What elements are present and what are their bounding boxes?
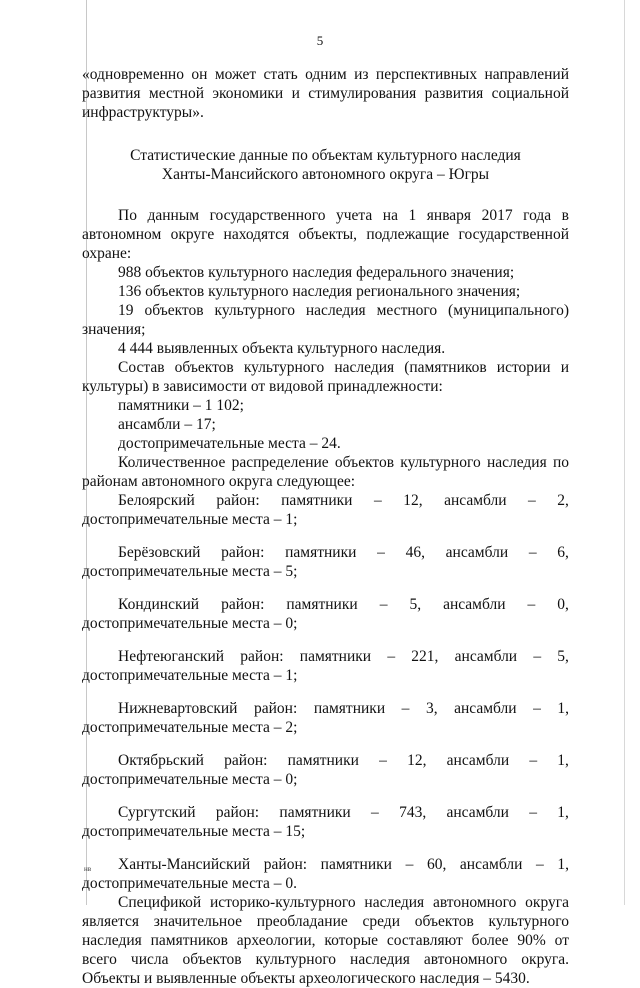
- district-sights: достопримечательные места – 0;: [82, 615, 298, 632]
- district-name: Берёзовский: [118, 544, 201, 561]
- district-label: район:: [224, 752, 268, 769]
- district-sights: достопримечательные места – 1;: [82, 511, 298, 528]
- district-row: [82, 647, 569, 666]
- count-regional: 136 объектов культурного наследия регионального значения;: [118, 283, 521, 300]
- district-row: [82, 855, 569, 874]
- district-label: район:: [221, 544, 265, 561]
- monuments-count: 5,: [409, 596, 422, 613]
- document-body: [82, 65, 569, 988]
- monuments-label: памятники: [286, 596, 358, 613]
- ensembles-count: 1,: [557, 700, 569, 717]
- ensembles-label: ансамбли: [443, 596, 506, 613]
- scan-edge-line-right: [624, 0, 625, 905]
- footer-mark: нв: [84, 865, 92, 873]
- monuments-count: 12,: [403, 492, 423, 509]
- ensembles-label: ансамбли: [459, 856, 523, 873]
- district-name: Октябрьский: [118, 752, 204, 769]
- district-name: Нефтеюганский: [118, 648, 225, 665]
- district-name: Белоярский: [118, 492, 195, 509]
- composition-ensembles: ансамбли – 17;: [118, 416, 216, 433]
- district-row: [82, 491, 569, 510]
- monuments-label: памятники: [281, 492, 353, 509]
- section-heading: [82, 146, 569, 184]
- dash: –: [405, 856, 414, 873]
- dash: –: [533, 700, 541, 717]
- dash: –: [529, 804, 537, 821]
- monuments-label: памятники: [279, 804, 351, 821]
- district-sights: достопримечательные места – 2;: [82, 719, 298, 736]
- district-name: Кондинский: [118, 596, 200, 613]
- ensembles-count: 6,: [557, 544, 569, 561]
- district-label: район:: [263, 856, 308, 873]
- district-sights: достопримечательные места – 0.: [82, 875, 297, 892]
- section-heading-line-1: Статистические данные по объектам культурного наследия: [130, 147, 521, 164]
- district-sights: достопримечательные места – 5;: [82, 563, 298, 580]
- district-name: Сургутский: [118, 804, 196, 821]
- dash: –: [387, 648, 396, 665]
- dash: –: [371, 804, 379, 821]
- district-row: [82, 699, 569, 718]
- monuments-count: 221,: [411, 648, 439, 665]
- monuments-count: 46,: [405, 544, 425, 561]
- dash: –: [536, 856, 544, 873]
- dash: –: [529, 752, 538, 769]
- register-paragraph: По данным государственного учета на 1 января 2017 года в автономном округе находятся объекты, подлежащие государственной охране:: [82, 207, 569, 262]
- ensembles-label: ансамбли: [444, 492, 507, 509]
- composition-sights: достопримечательные места – 24.: [118, 435, 341, 452]
- monuments-label: памятники: [313, 700, 386, 717]
- section-heading-line-2: Ханты-Мансийского автономного округа – Югры: [161, 166, 490, 183]
- district-name: Ханты-Мансийский: [118, 856, 251, 873]
- intro-paragraph: «одновременно он может стать одним из перспективных направлений развития местной экономики и стимулирования развития социальной инфраструктуры».: [82, 66, 569, 121]
- district-row: [82, 751, 569, 770]
- count-federal: 988 объектов культурного наследия федерального значения;: [118, 264, 515, 281]
- district-label: район:: [240, 648, 284, 665]
- count-identified: 4 444 выявленных объекта культурного наследия.: [118, 340, 446, 357]
- ensembles-label: ансамбли: [445, 544, 509, 561]
- dash: –: [401, 700, 410, 717]
- district-label: район:: [221, 596, 265, 613]
- ensembles-label: ансамбли: [454, 648, 518, 665]
- dash: –: [379, 752, 387, 769]
- ensembles-count: 1,: [557, 752, 569, 769]
- monuments-count: 12,: [407, 752, 427, 769]
- monuments-label: памятники: [285, 544, 357, 561]
- ensembles-count: 2,: [557, 492, 569, 509]
- dash: –: [533, 648, 542, 665]
- district-list: [82, 491, 569, 893]
- monuments-label: памятники: [287, 752, 359, 769]
- ensembles-count: 1,: [557, 804, 569, 821]
- district-label: район:: [216, 492, 260, 509]
- count-local: 19 объектов культурного наследия местного (муниципального) значения;: [82, 302, 569, 338]
- monuments-label: памятники: [299, 648, 372, 665]
- composition-paragraph: Состав объектов культурного наследия (памятников истории и культуры) в зависимости от видовой принадлежности:: [82, 359, 569, 395]
- dash: –: [377, 544, 385, 561]
- district-sights: достопримечательные места – 1;: [82, 667, 298, 684]
- distribution-paragraph: Количественное распределение объектов культурного наследия по районам автономного округа следующее:: [82, 454, 569, 490]
- specificity-paragraph: Спецификой историко-культурного наследия автономного округа является значительное преобладание среди объектов культурного наследия памятников археологии, которые составляют более 90% от всего числа объектов культурного наследия автономного округа. Объекты и выявленные объекты археологического наследия – 5430.: [82, 894, 569, 987]
- composition-monuments: памятники – 1 102;: [118, 397, 244, 414]
- district-label: район:: [215, 804, 260, 821]
- ensembles-count: 5,: [557, 648, 569, 665]
- dash: –: [379, 596, 388, 613]
- ensembles-count: 1,: [557, 856, 569, 873]
- ensembles-label: ансамбли: [446, 752, 510, 769]
- district-sights: достопримечательные места – 15;: [82, 823, 306, 840]
- monuments-count: 60,: [426, 856, 447, 873]
- ensembles-count: 0,: [557, 596, 569, 613]
- district-row: [82, 543, 569, 562]
- district-name: Нижневартовский: [118, 700, 238, 717]
- dash: –: [528, 544, 537, 561]
- page-number: 5: [316, 33, 324, 48]
- monuments-label: памятники: [320, 856, 392, 873]
- ensembles-label: ансамбли: [446, 804, 509, 821]
- district-row: [82, 595, 569, 614]
- district-label: район:: [254, 700, 298, 717]
- ensembles-label: ансамбли: [454, 700, 517, 717]
- dash: –: [373, 492, 382, 509]
- monuments-count: 3,: [425, 700, 438, 717]
- monuments-count: 743,: [399, 804, 427, 821]
- dash: –: [527, 596, 536, 613]
- district-row: [82, 803, 569, 822]
- dash: –: [528, 492, 536, 509]
- district-sights: достопримечательные места – 0;: [82, 771, 298, 788]
